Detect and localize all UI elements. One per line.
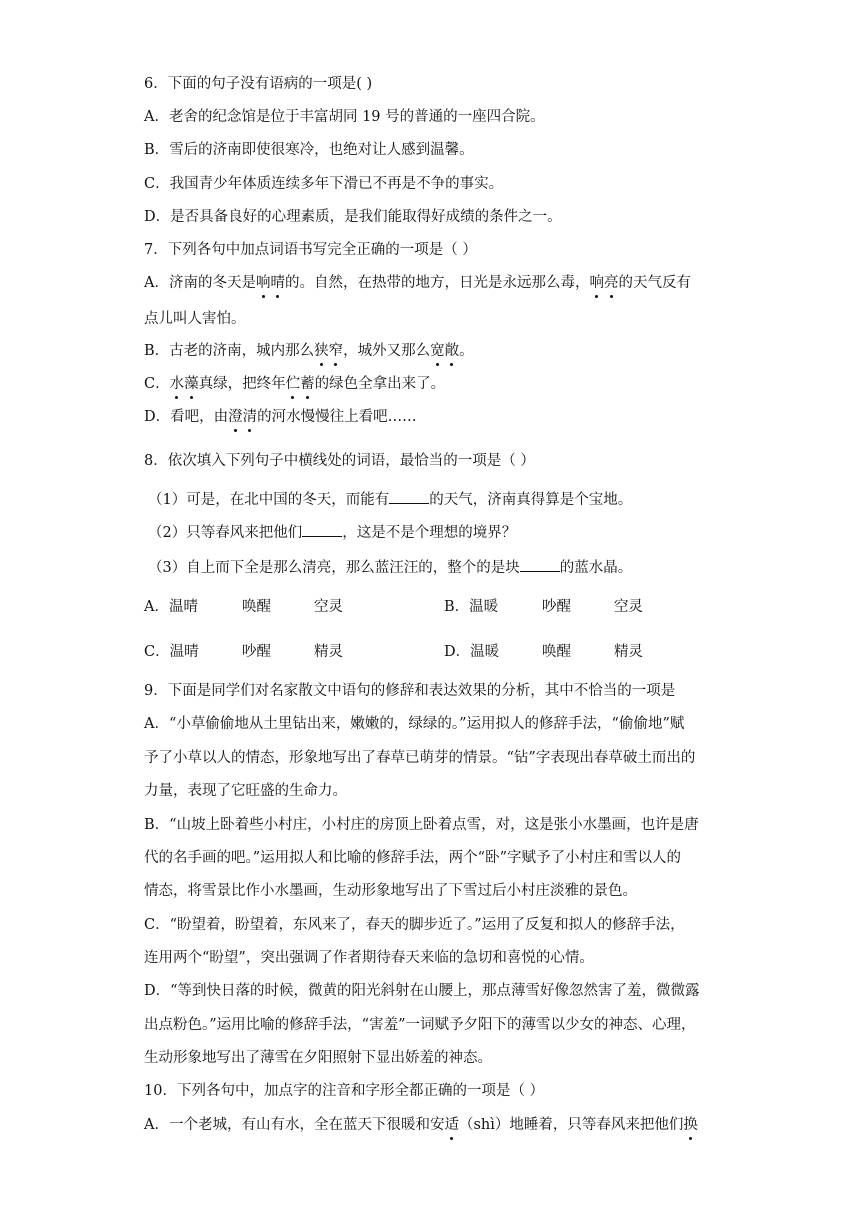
q8-option-c-w2: 吵醒: [242, 644, 271, 660]
q6-stem: 6．下面的句子没有语病的一项是( ): [144, 76, 373, 92]
dotted-char: 宽: [430, 343, 445, 359]
q9-line: 情态，将雪景比作小水墨画，生动形象地写出了下雪过后小村庄淡雅的景色。: [144, 883, 637, 899]
q7-option-b: B．古老的济南，城内那么狭窄，城外又那么宽敞。: [144, 343, 474, 359]
q6-option-b: B．雪后的济南即使很寒冷，也绝对让人感到温馨。: [144, 142, 474, 158]
fill-blank: [520, 557, 560, 572]
dotted-char: 晴: [270, 275, 285, 291]
fill-blank: [389, 489, 429, 504]
dotted-char: 适: [444, 1117, 459, 1133]
q9-line: 力量，表现了它旺盛的生命力。: [144, 783, 347, 799]
q8-option-b-w2: 吵醒: [542, 599, 571, 615]
dotted-char: 窄: [328, 343, 344, 359]
q9-line: D．“等到快日落的时候，微黄的阳光斜射在山腰上，那点薄雪好像忽然害了羞，微微露: [144, 983, 700, 999]
q7-stem: 7．下列各句中加点词语书写完全正确的一项是（ ）: [144, 242, 477, 258]
q8-option-c-w3: 精灵: [314, 644, 343, 660]
q8-option-d-w3: 精灵: [614, 644, 643, 660]
q8-stem: 8．依次填入下列句子中横线处的词语，最恰当的一项是（ ）: [144, 453, 535, 469]
q8-option-c-w1: C．温晴: [144, 644, 199, 660]
q8-option-d-w1: D．温暖: [444, 644, 500, 660]
dotted-char: 清: [242, 409, 258, 425]
q10-option-a: A．一个老城，有山有水，全在蓝天下很暖和安适（shì）地睡着，只等春风来把他们换: [144, 1117, 698, 1133]
q8-option-d-w2: 唤醒: [542, 644, 571, 660]
q8-sentence-2: （2）只等春风来把他们 ，这是不是个理想的境界？: [148, 522, 516, 543]
dotted-char: 澄: [228, 409, 243, 425]
q9-line: C．“盼望着，盼望着，东风来了，春天的脚步近了。”运用了反复和拟人的修辞手法，: [144, 917, 685, 933]
dotted-char: 伫: [285, 376, 301, 392]
q7-option-a: A．济南的冬天是响晴的。自然，在热带的地方，日光是永远那么毒，响亮的天气反有: [144, 275, 691, 291]
dotted-char: 换: [683, 1117, 698, 1133]
q9-line: B．“山坡上卧着些小村庄，小村庄的房顶上卧着点雪，对，这是张小水墨画，也许是唐: [144, 817, 699, 833]
dotted-char: 蓄: [300, 376, 315, 392]
q10-stem: 10．下列各句中，加点字的注音和字形全都正确的一项是（ ）: [144, 1083, 545, 1099]
dotted-char: 响: [589, 275, 604, 291]
q9-stem: 9．下面是同学们对名家散文中语句的修辞和表达效果的分析，其中不恰当的一项是: [144, 683, 676, 699]
dotted-char: 狭: [314, 343, 329, 359]
dotted-char: 藻: [184, 376, 199, 392]
q9-line: A．“小草偷偷地从土里钻出来，嫩嫩的，绿绿的。”运用拟人的修辞手法，“偷偷地”赋: [144, 716, 685, 732]
dotted-char: 响: [255, 275, 271, 291]
q8-sentence-1: （1）可是，在北中国的冬天，而能有 的天气，济南真得算是个宝地。: [148, 489, 632, 510]
q7-option-a-cont: 点儿叫人害怕。: [144, 311, 246, 327]
q8-option-a-w3: 空灵: [314, 599, 343, 615]
q8-option-a-w2: 唤醒: [242, 599, 271, 615]
q8-option-b-w1: B．温暖: [444, 599, 499, 615]
q7-option-d: D．看吧，由澄清的河水慢慢往上看吧……: [144, 409, 417, 425]
q6-option-d: D．是否具备良好的心理素质，是我们能取得好成绩的条件之一。: [144, 209, 562, 225]
q8-option-b-w3: 空灵: [614, 599, 643, 615]
q8-sentence-3: （3）自上而下全是那么清亮，那么蓝汪汪的，整个的是块 的蓝水晶。: [148, 557, 632, 578]
q7-option-c: C．水藻真绿，把终年伫蓄的绿色全拿出来了。: [144, 376, 446, 392]
q6-option-c: C．我国青少年体质连续多年下滑已不再是不争的事实。: [144, 176, 504, 192]
dotted-char: 敞: [444, 343, 460, 359]
q9-line: 予了小草以人的情态，形象地写出了春草已萌芽的情景。“钻”字表现出春草破土而出的: [144, 750, 696, 766]
q6-option-a: A．老舍的纪念馆是位于丰富胡同 19 号的普通的一座四合院。: [144, 109, 545, 125]
q9-line: 代的名手画的吧。”运用拟人和比喻的修辞手法，两个“卧”字赋予了小村庄和雪以人的: [144, 850, 681, 866]
q9-line: 出点粉色。”运用比喻的修辞手法，“害羞”一词赋予夕阳下的薄雪以少女的神态、心理，: [144, 1017, 696, 1033]
q8-option-a-w1: A．温晴: [144, 599, 198, 615]
dotted-char: 亮: [603, 275, 619, 291]
dotted-char: 水: [169, 376, 185, 392]
q9-line: 生动形象地写出了薄雪在夕阳照射下显出娇羞的神态。: [144, 1050, 492, 1066]
q9-line: 连用两个“盼望”，突出强调了作者期待春天来临的急切和喜悦的心情。: [144, 950, 594, 966]
fill-blank: [302, 522, 342, 537]
